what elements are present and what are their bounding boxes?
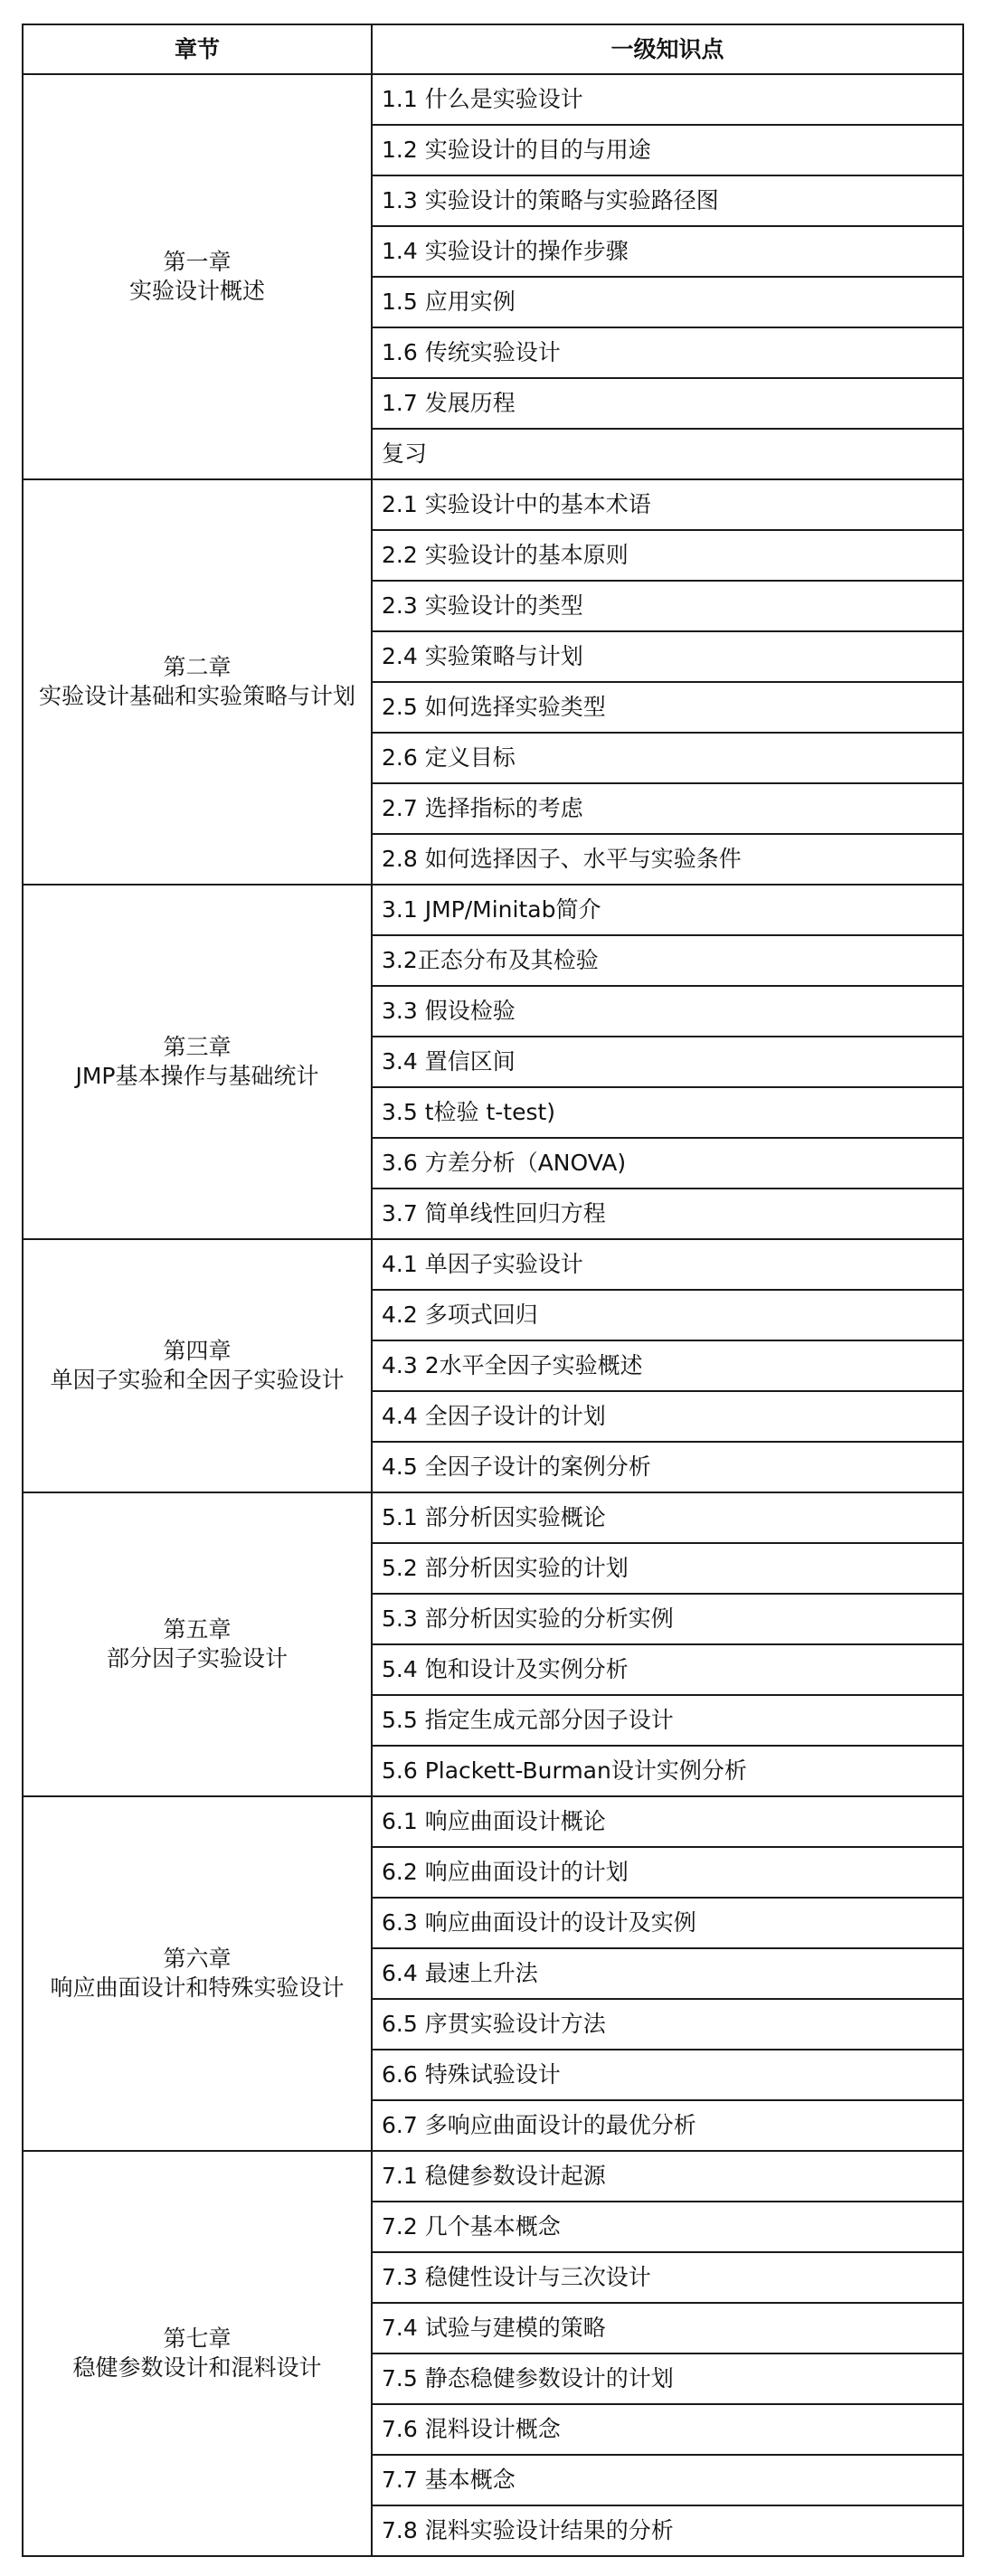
chapter-number: 第四章 bbox=[163, 1338, 232, 1364]
topic-cell: 5.6 Plackett-Burman设计实例分析 bbox=[372, 1746, 963, 1796]
syllabus-table bbox=[22, 24, 964, 2557]
topic-cell: 5.5 指定生成元部分因子设计 bbox=[372, 1695, 963, 1746]
table-row bbox=[23, 479, 963, 530]
chapter-title: 部分因子实验设计 bbox=[106, 1645, 288, 1672]
topic-cell: 6.7 多响应曲面设计的最优分析 bbox=[372, 2100, 963, 2151]
topic-cell: 1.5 应用实例 bbox=[372, 277, 963, 327]
topic-cell: 1.6 传统实验设计 bbox=[372, 327, 963, 378]
table-row bbox=[23, 74, 963, 125]
chapter-title: 实验设计概述 bbox=[128, 278, 265, 304]
topic-cell: 6.3 响应曲面设计的设计及实例 bbox=[372, 1898, 963, 1948]
table-row bbox=[23, 1239, 963, 1290]
chapter-number: 第五章 bbox=[163, 1616, 232, 1643]
topic-cell: 4.5 全因子设计的案例分析 bbox=[372, 1442, 963, 1492]
topic-cell: 3.2正态分布及其检验 bbox=[372, 935, 963, 986]
topic-cell: 3.6 方差分析（ANOVA) bbox=[372, 1138, 963, 1189]
table-row bbox=[23, 2151, 963, 2202]
topic-cell: 6.1 响应曲面设计概论 bbox=[372, 1796, 963, 1847]
topic-cell: 4.2 多项式回归 bbox=[372, 1290, 963, 1340]
topic-cell: 2.2 实验设计的基本原则 bbox=[372, 530, 963, 581]
topic-cell: 1.3 实验设计的策略与实验路径图 bbox=[372, 175, 963, 226]
topic-cell: 7.7 基本概念 bbox=[372, 2455, 963, 2505]
topic-cell: 4.1 单因子实验设计 bbox=[372, 1239, 963, 1290]
topic-cell: 7.3 稳健性设计与三次设计 bbox=[372, 2252, 963, 2303]
chapter-cell bbox=[23, 1239, 372, 1492]
chapter-cell bbox=[23, 74, 372, 479]
topic-cell: 1.4 实验设计的操作步骤 bbox=[372, 226, 963, 277]
chapter-title: 稳健参数设计和混料设计 bbox=[72, 2354, 322, 2381]
chapter-number: 第七章 bbox=[163, 2325, 232, 2352]
topic-cell: 3.1 JMP/Minitab简介 bbox=[372, 885, 963, 935]
header-topic: 一级知识点 bbox=[372, 24, 963, 74]
topic-cell: 2.4 实验策略与计划 bbox=[372, 631, 963, 682]
topic-cell: 复习 bbox=[372, 429, 963, 479]
chapter-title: 单因子实验和全因子实验设计 bbox=[50, 1367, 345, 1393]
topic-cell: 3.3 假设检验 bbox=[372, 986, 963, 1037]
topic-cell: 3.7 简单线性回归方程 bbox=[372, 1189, 963, 1239]
table-row bbox=[23, 1492, 963, 1543]
chapter-cell bbox=[23, 2151, 372, 2556]
topic-cell: 6.5 序贯实验设计方法 bbox=[372, 1999, 963, 2050]
topic-cell: 7.1 稳健参数设计起源 bbox=[372, 2151, 963, 2202]
topic-cell: 7.8 混料实验设计结果的分析 bbox=[372, 2505, 963, 2556]
topic-cell: 6.2 响应曲面设计的计划 bbox=[372, 1847, 963, 1898]
chapter-title: 响应曲面设计和特殊实验设计 bbox=[50, 1975, 345, 2001]
syllabus-body bbox=[23, 74, 963, 2556]
chapter-number: 第六章 bbox=[163, 1946, 232, 1972]
chapter-title: JMP基本操作与基础统计 bbox=[75, 1063, 319, 1089]
topic-cell: 2.8 如何选择因子、水平与实验条件 bbox=[372, 834, 963, 885]
header-row bbox=[23, 24, 963, 74]
topic-cell: 2.3 实验设计的类型 bbox=[372, 581, 963, 631]
header-chapter: 章节 bbox=[23, 24, 372, 74]
topic-cell: 3.5 t检验 t-test) bbox=[372, 1087, 963, 1138]
topic-cell: 1.1 什么是实验设计 bbox=[372, 74, 963, 125]
topic-cell: 2.6 定义目标 bbox=[372, 733, 963, 783]
topic-cell: 2.1 实验设计中的基本术语 bbox=[372, 479, 963, 530]
topic-cell: 3.4 置信区间 bbox=[372, 1037, 963, 1087]
chapter-cell bbox=[23, 479, 372, 885]
topic-cell: 1.7 发展历程 bbox=[372, 378, 963, 429]
topic-cell: 2.5 如何选择实验类型 bbox=[372, 682, 963, 733]
topic-cell: 7.2 几个基本概念 bbox=[372, 2202, 963, 2252]
chapter-cell bbox=[23, 1796, 372, 2151]
topic-cell: 5.4 饱和设计及实例分析 bbox=[372, 1644, 963, 1695]
topic-cell: 5.1 部分析因实验概论 bbox=[372, 1492, 963, 1543]
chapter-number: 第三章 bbox=[163, 1034, 232, 1060]
chapter-cell bbox=[23, 1492, 372, 1796]
topic-cell: 4.4 全因子设计的计划 bbox=[372, 1391, 963, 1442]
topic-cell: 6.6 特殊试验设计 bbox=[372, 2050, 963, 2100]
table-row bbox=[23, 885, 963, 935]
topic-cell: 4.3 2水平全因子实验概述 bbox=[372, 1340, 963, 1391]
chapter-cell bbox=[23, 885, 372, 1239]
chapter-number: 第二章 bbox=[163, 654, 232, 680]
topic-cell: 6.4 最速上升法 bbox=[372, 1948, 963, 1999]
topic-cell: 2.7 选择指标的考虑 bbox=[372, 783, 963, 834]
chapter-number: 第一章 bbox=[163, 249, 232, 275]
table-row bbox=[23, 1796, 963, 1847]
topic-cell: 7.5 静态稳健参数设计的计划 bbox=[372, 2353, 963, 2404]
topic-cell: 7.4 试验与建模的策略 bbox=[372, 2303, 963, 2353]
topic-cell: 1.2 实验设计的目的与用途 bbox=[372, 125, 963, 175]
chapter-title: 实验设计基础和实验策略与计划 bbox=[38, 683, 355, 709]
topic-cell: 7.6 混料设计概念 bbox=[372, 2404, 963, 2455]
topic-cell: 5.2 部分析因实验的计划 bbox=[372, 1543, 963, 1594]
topic-cell: 5.3 部分析因实验的分析实例 bbox=[372, 1594, 963, 1644]
